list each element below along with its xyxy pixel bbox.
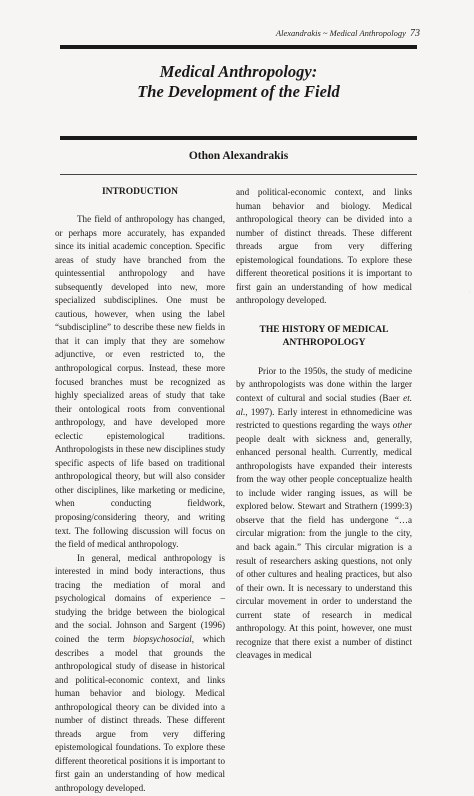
page-number: 73 (410, 28, 420, 39)
introduction-paragraph-1: The field of anthropology has changed, or perhaps more accurately, has expanded since its initial academic conception. Specific areas of study have branched from the quintessential anthropology and have subsequently developed into new, more specialized subdisciplines. One must be cautious, however, when using the label “subdiscipline” to describe these new fields in that it can imply that they are somehow adjunctive, or even restricted to, the anthropological corpus. Instead, these more focused branches must be recognized as highly specialized areas of study that take their ontological roots from conventional anthropology, and have developed more eclectic epistemological traditions. Anthropologists in these new disciplines study specific aspects of life based on traditional anthropological theory, but will also consider other disciplines, like marketing or medicine, when conducting fieldwork, proposing/considering theory, and writing text. The following discussion will focus on the field of medical anthropology. (55, 214, 225, 550)
history-p1-text-c: people dealt with sickness and, generally, enhanced personal health. Currently, medical anthropologists have expanded their interests from the way other people conceptualize health to include wider ranging issues, as will be explored below. Stewart and Strathern (1999:3) observe that the field has undergone “…a circular migration: from the jungle to the city, and back again.” This circular migration is a result of researchers asking questions, not only of other cultures and healing practices, but also of their own. It is necessary to understand this circular movement in order to understand the current state of research in medical anthropology. At this point, however, one must recognize that there exist a number of distinct cleavages in medical (236, 433, 412, 661)
introduction-p2-text-a: In general, medical anthropology is interested in mind body interactions, thus tracing the mediation of moral and psychological domains of experience – studying the bridge between the biological and the social. Johnson and Sargent (1996) coined the term (55, 552, 225, 644)
running-head (276, 28, 420, 39)
article-title (60, 62, 417, 102)
running-head-text: Alexandrakis ~ Medical Anthropology (275, 28, 406, 38)
history-heading-line-2: ANTHROPOLOGY (282, 337, 366, 348)
column-right (236, 186, 412, 661)
scan-edge-mark: . (468, 290, 470, 295)
author-divider (60, 174, 417, 175)
biopsychosocial-term: biopsychosocial (133, 633, 192, 644)
introduction-paragraph-2-continued: and political-economic context, and links human behavior and biology. Medical anthropological theory can be divided into a number of distinct threads. These different threads argue from very differing epistemological foundations. To explore these different theoretical positions it is important to first gain an understanding of how medical anthropology developed. (236, 187, 412, 306)
title-line-2: The Development of the Field (137, 82, 340, 101)
column-left (55, 186, 225, 793)
introduction-p2-text-b: , which describes a model that grounds the anthropological study of disease in historical and political-economic context, and links human behavior and biology. Medical anthropological theory can be divided into a number of distinct threads. These different threads argue from very differing epistemological foundations. To explore these different theoretical positions it is important to first gain an understanding of how medical anthropology developed. (55, 633, 225, 793)
history-heading-line-1: THE HISTORY OF MEDICAL (259, 324, 389, 335)
author-name: Othon Alexandrakis (188, 150, 289, 162)
introduction-heading: INTRODUCTION (101, 187, 178, 197)
title-line-1: Medical Anthropology: (159, 62, 318, 81)
other-term: other (392, 420, 412, 431)
et-al-term: et. al. (236, 393, 412, 417)
title-rule-top (60, 45, 417, 49)
history-p1-text-b: , 1997). Early interest in ethnomedicine was restricted to questions regarding the ways (236, 406, 412, 431)
title-rule-bottom (60, 136, 417, 140)
introduction-paragraph-2 (55, 552, 225, 796)
history-heading (236, 324, 412, 350)
history-p1-text-a: Prior to the 1950s, the study of medicine by anthropologists was done within the larger context of cultural and social studies (Baer (236, 365, 412, 404)
history-paragraph-1 (236, 365, 412, 663)
